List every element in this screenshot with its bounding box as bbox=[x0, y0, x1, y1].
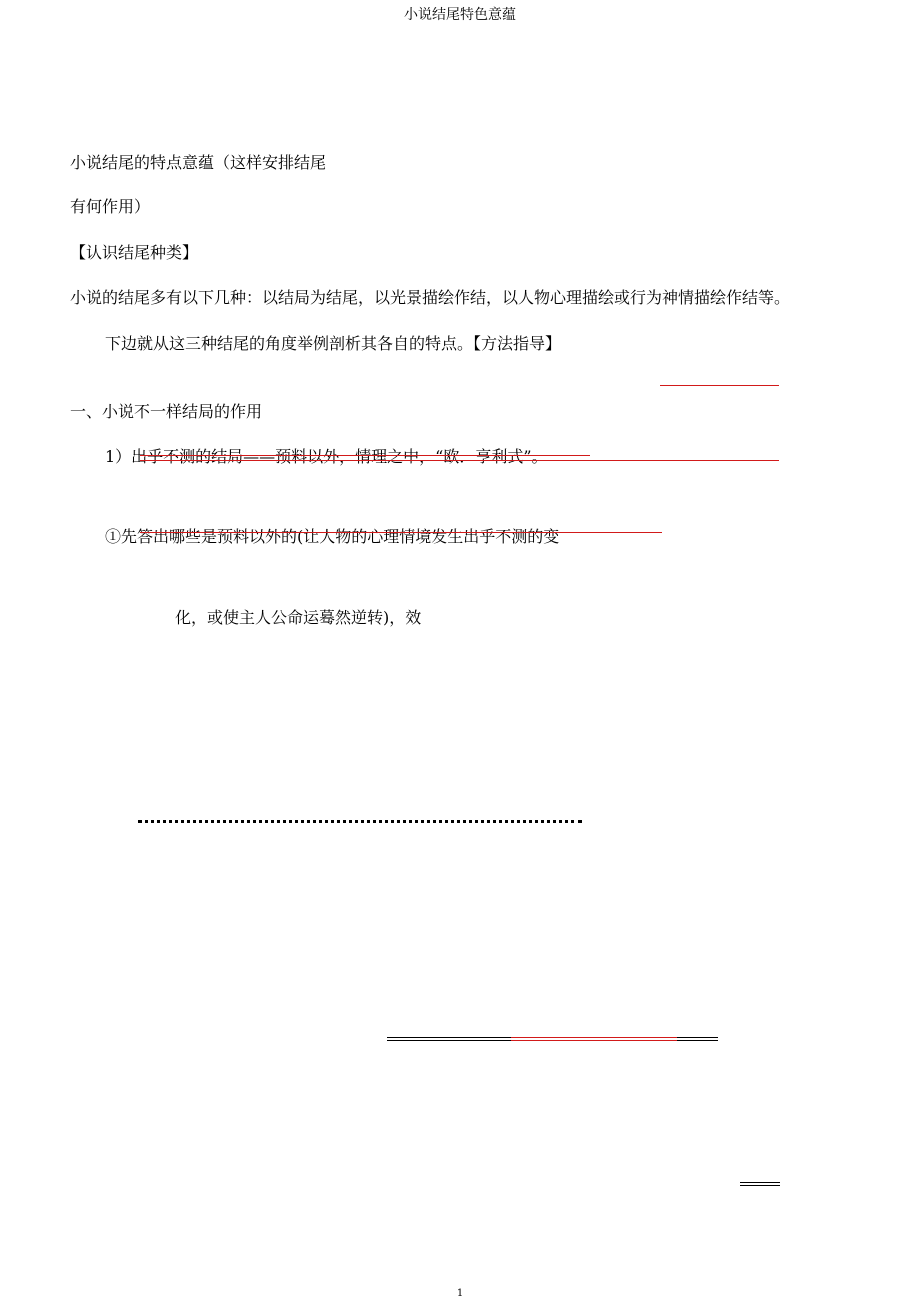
item-circle-1-text: ①先答出哪些是预料以外的(让人物的心理情境发生出乎不测的变 bbox=[105, 527, 560, 546]
double-rule-left bbox=[387, 1037, 511, 1041]
item-1-strikethrough bbox=[140, 455, 590, 456]
section-heading-knowing: 【认识结尾种类】 bbox=[70, 243, 199, 262]
page-number: 1 bbox=[456, 1288, 464, 1299]
double-rule-right bbox=[677, 1037, 718, 1041]
item-1-red-underline bbox=[140, 460, 779, 461]
document-title-line-2: 有何作用） bbox=[70, 197, 151, 216]
document-title-line-1: 小说结尾的特点意蕴（这样安排结尾 bbox=[70, 153, 327, 172]
item-circle-1-strikethrough bbox=[140, 532, 662, 533]
analysis-paragraph: 下边就从这三种结尾的角度举例剖析其各自的特点。【方法指导】 bbox=[105, 334, 562, 353]
item-1-text: 1）出乎不测的结局——预料以外，情理之中，“欧．亨利式”。 bbox=[105, 447, 548, 466]
item-circle-1-continuation: 化，或使主人公命运蓦然逆转)，效 bbox=[175, 608, 422, 627]
red-underline-rule bbox=[660, 385, 779, 386]
double-rule-red-middle bbox=[511, 1037, 677, 1041]
dotted-separator bbox=[138, 820, 582, 823]
page-header: 小说结尾特色意蕴 bbox=[404, 7, 516, 23]
double-rule-small bbox=[740, 1182, 780, 1186]
heading-one: 一、小说不一样结局的作用 bbox=[70, 402, 263, 421]
intro-paragraph: 小说的结尾多有以下几种：以结局为结尾，以光景描绘作结，以人物心理描绘或行为神情描绘作结等。 bbox=[70, 288, 791, 307]
